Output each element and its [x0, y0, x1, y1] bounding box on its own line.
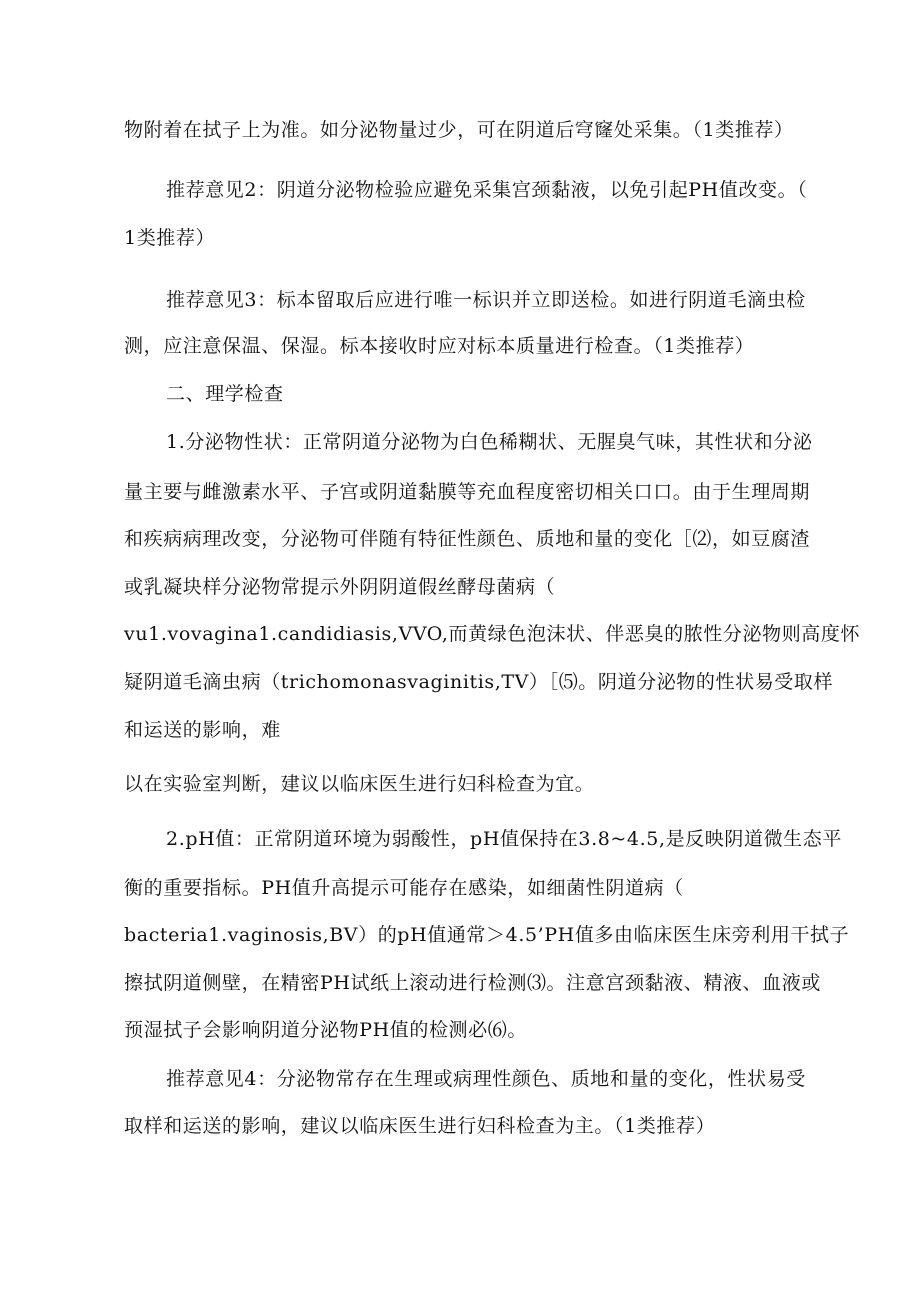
text-line: 或乳凝块样分泌物常提示外阴阴道假丝酵母菌病（	[124, 576, 556, 598]
text-line: 和疾病病理改变，分泌物可伴随有特征性颜色、质地和量的变化［⑵，如豆腐渣	[124, 528, 811, 550]
text-line: 测，应注意保温、保湿。标本接收时应对标本质量进行检查。（1类推荐）	[124, 335, 755, 357]
text-line: 和运送的影响，难	[124, 719, 281, 741]
text-line: 取样和运送的影响，建议以临床医生进行妇科检查为主。（1类推荐）	[124, 1115, 716, 1137]
paragraph-1-start: 1.分泌物性状：正常阴道分泌物为白色稀糊状、无腥臭气味，其性状和分泌	[166, 431, 813, 453]
recommendation-4-line: 推荐意见4：分泌物常存在生理或病理性颜色、质地和量的变化，性状易受	[166, 1068, 806, 1090]
text-line: 物附着在拭子上为准。如分泌物量过少，可在阴道后穹窿处采集。（1类推荐）	[124, 119, 794, 141]
text-line: 衡的重要指标。PH值升高提示可能存在感染，如细菌性阴道病（	[124, 877, 684, 899]
text-line: 擦拭阴道侧壁，在精密PH试纸上滚动进行检测⑶。注意宫颈黏液、精液、血液或	[124, 972, 821, 994]
text-line: 量主要与雌激素水平、子宫或阴道黏膜等充血程度密切相关口口。由于生理周期	[124, 481, 811, 503]
recommendation-3-line: 推荐意见3：标本留取后应进行唯一标识并立即送检。如进行阴道毛滴虫检	[166, 289, 806, 311]
text-line: 1类推荐）	[124, 227, 216, 249]
paragraph-2-start: 2.pH值：正常阴道环境为弱酸性，pH值保持在3.8~4.5,是反映阴道微生态平	[166, 828, 842, 850]
section-heading: 二、理学检查	[166, 383, 284, 405]
recommendation-2-line: 推荐意见2：阴道分泌物检验应避免采集宫颈黏液，以免引起PH值改变。（	[166, 179, 808, 201]
text-line: 以在实验室判断，建议以临床医生进行妇科检查为宜。	[124, 773, 595, 795]
text-line: vu1.vovagina1.candidiasis,VVO,而黄绿色泡沫状、伴恶臭的脓性分泌物则高度怀	[124, 623, 861, 645]
text-line: 预湿拭子会影响阴道分泌物PH值的检测必⑹。	[124, 1019, 527, 1041]
text-line: bacteria1.vaginosis,BV）的pH值通常＞4.5’PH值多由临床医生床旁利用干拭子	[124, 924, 850, 946]
text-line: 疑阴道毛滴虫病（trichomonasvaginitis,TV）［⑸。阴道分泌物的性状易受取样	[124, 671, 834, 693]
